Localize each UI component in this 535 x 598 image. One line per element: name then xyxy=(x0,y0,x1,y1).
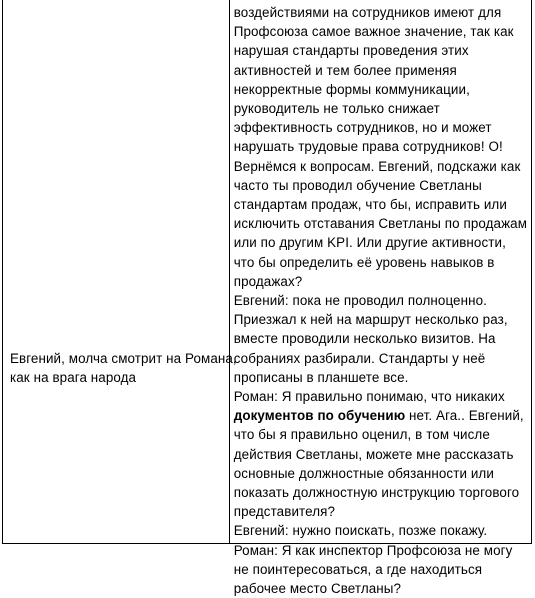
text-line: нарушать трудовые права сотрудников! О! xyxy=(233,139,503,155)
text-line-rest: нет. Ага.. Евгений, xyxy=(405,408,524,424)
text-line: некорректные формы коммуникации, xyxy=(233,81,470,97)
text-line: Евгений: нужно поискать, позже покажу. xyxy=(233,523,488,539)
text-line: часто ты проводил обучение Светланы xyxy=(233,177,482,193)
text-line: не поинтересоваться, а где находиться xyxy=(233,561,483,577)
text-line: эффективность сотрудников, но и может xyxy=(233,120,492,136)
text-line: вместе проводили несколько визитов. На xyxy=(233,331,496,347)
text-line: Евгений: пока не проводил полноценно. xyxy=(233,293,487,309)
text-line: активностей и тем более применяя xyxy=(233,62,457,78)
text-line: Роман: Я правильно понимаю, что никаких xyxy=(233,389,505,405)
text-line: стандартам продаж, что бы, исправить или xyxy=(233,197,507,213)
text-line: показать должностную инструкцию торгового xyxy=(233,485,520,501)
text-line: нарушая стандарты проведения этих xyxy=(233,43,469,59)
stage-direction-line: как на врага народа xyxy=(10,370,137,386)
text-line: продажах? xyxy=(233,273,303,289)
text-line: действия Светланы, можете мне рассказать xyxy=(233,446,514,462)
text-line: Профсоюза самое важное значение, так как xyxy=(233,24,514,40)
stage-direction xyxy=(10,349,236,387)
left-cell xyxy=(3,0,237,543)
text-line: Приезжал к ней на маршрут несколько раз, xyxy=(233,312,508,328)
text-line-with-bold xyxy=(234,406,527,425)
dialogue-table xyxy=(2,0,532,597)
text-line: или по другим KPI. Или другие активности, xyxy=(233,235,506,251)
text-line: представителя? xyxy=(233,504,336,520)
text-line: Вернёмся к вопросам. Евгений, подскажи как xyxy=(233,158,521,174)
text-line: собраниях разбирали. Стандарты у неё xyxy=(233,350,486,366)
text-line: воздействиями на сотрудников имеют для xyxy=(233,5,502,20)
text-line: основные должностные обязанности или xyxy=(233,465,494,481)
text-line: руководитель не только снижает xyxy=(233,101,440,117)
stage-direction-line: Евгений, молча смотрит на Романа, xyxy=(10,351,237,366)
text-line: рабочее место Светланы? xyxy=(233,581,402,597)
text-line: исключить отставания Светланы по продажам xyxy=(233,216,527,232)
text-line: что бы определить её уровень навыков в xyxy=(233,254,495,270)
bold-phrase: документов по обучению xyxy=(233,408,406,424)
text-line: что бы я правильно оценил, в том числе xyxy=(233,427,490,443)
text-line: Роман: Я как инспектор Профсоюза не могу xyxy=(233,542,513,558)
right-cell xyxy=(230,0,531,597)
text-line: прописаны в планшете все. xyxy=(233,369,409,385)
